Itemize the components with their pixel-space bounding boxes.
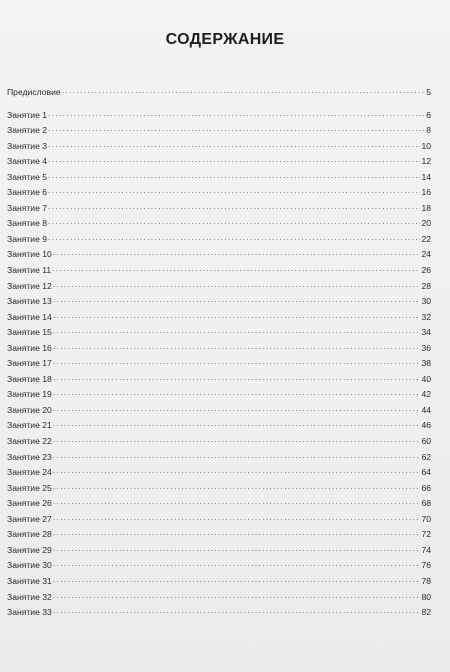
toc-entry	[7, 353, 431, 369]
toc-entry	[7, 259, 431, 275]
toc-entry-page-number: 18	[421, 202, 431, 213]
toc-entry-label: Занятие 15	[7, 327, 52, 338]
toc-dot-leader	[48, 233, 420, 244]
toc-dot-leader	[53, 559, 421, 570]
toc-dot-leader	[62, 86, 426, 97]
toc-entry	[7, 555, 431, 571]
toc-dot-leader	[53, 311, 421, 322]
toc-entry	[7, 213, 431, 229]
toc-entry-page-number: 24	[421, 249, 431, 260]
toc-entry-label: Занятие 3	[7, 140, 48, 151]
toc-entry-page-number: 38	[421, 358, 431, 369]
toc-entry	[7, 151, 431, 167]
toc-entry	[7, 337, 431, 353]
table-of-contents	[7, 82, 431, 617]
toc-dot-leader	[48, 171, 420, 182]
toc-entry-label: Занятие 24	[7, 467, 52, 478]
toc-entry	[7, 120, 431, 136]
toc-entry-page-number: 8	[426, 125, 431, 136]
toc-entry-label: Занятие 11	[7, 265, 52, 276]
toc-entry-label: Занятие 31	[7, 575, 52, 586]
toc-dot-leader	[48, 140, 420, 151]
toc-entry	[7, 228, 431, 244]
toc-dot-leader	[53, 575, 421, 586]
toc-entry-page-number: 70	[421, 513, 431, 524]
toc-entry	[7, 368, 431, 384]
toc-entry	[7, 430, 431, 446]
toc-dot-leader	[48, 124, 425, 135]
toc-dot-leader	[53, 497, 421, 508]
toc-entry-label: Занятие 32	[7, 591, 52, 602]
toc-entry	[7, 415, 431, 431]
toc-entry	[7, 477, 431, 493]
toc-entry-label: Предисловие	[7, 87, 61, 97]
toc-entry	[7, 244, 431, 260]
toc-entry	[7, 462, 431, 478]
toc-dot-leader	[48, 217, 420, 228]
toc-dot-leader	[53, 544, 421, 555]
toc-entry-page-number: 5	[426, 87, 431, 97]
toc-dot-leader	[53, 295, 421, 306]
toc-entry-label: Занятие 22	[7, 436, 52, 447]
toc-dot-leader	[53, 528, 421, 539]
toc-dot-leader	[53, 513, 421, 524]
toc-entry	[7, 197, 431, 213]
toc-dot-leader	[53, 482, 421, 493]
toc-entry	[7, 166, 431, 182]
toc-entry-label: Занятие 30	[7, 560, 52, 571]
toc-dot-leader	[53, 280, 421, 291]
toc-dot-leader	[53, 388, 421, 399]
toc-entry-page-number: 22	[421, 233, 431, 244]
toc-entry-page-number: 32	[421, 311, 431, 322]
toc-entry-page-number: 64	[421, 467, 431, 478]
toc-entry	[7, 493, 431, 509]
toc-entry-label: Занятие 7	[7, 202, 48, 213]
toc-entry-label: Занятие 16	[7, 342, 52, 353]
toc-entry-label: Занятие 23	[7, 451, 52, 462]
toc-entry-page-number: 16	[421, 187, 431, 198]
toc-entry-label: Занятие 19	[7, 389, 52, 400]
toc-entry	[7, 182, 431, 198]
toc-dot-leader	[48, 109, 425, 120]
toc-entry-page-number: 14	[421, 171, 431, 182]
toc-entry-page-number: 78	[421, 575, 431, 586]
toc-entry-label: Занятие 28	[7, 529, 52, 540]
toc-entry	[7, 602, 431, 618]
toc-dot-leader	[52, 264, 420, 275]
toc-dot-leader	[53, 419, 421, 430]
toc-entry-page-number: 44	[421, 404, 431, 415]
toc-entry	[7, 322, 431, 338]
toc-entry-label: Занятие 27	[7, 513, 52, 524]
toc-entry	[7, 586, 431, 602]
toc-entry-label: Занятие 33	[7, 607, 52, 618]
toc-entry-label: Занятие 29	[7, 544, 52, 555]
toc-dot-leader	[53, 466, 421, 477]
page-title: СОДЕРЖАНИЕ	[165, 31, 285, 48]
toc-dot-leader	[48, 186, 420, 197]
toc-dot-leader	[53, 248, 421, 259]
toc-entry-page-number: 82	[421, 607, 431, 618]
toc-entry-label: Занятие 10	[7, 249, 52, 260]
toc-entry	[7, 570, 431, 586]
toc-entry-page-number: 6	[426, 109, 431, 120]
toc-entry-label: Занятие 26	[7, 498, 52, 509]
toc-entry-page-number: 10	[421, 140, 431, 151]
toc-entry-label: Занятие 25	[7, 482, 52, 493]
toc-entry-page-number: 12	[421, 156, 431, 167]
toc-entry-page-number: 68	[421, 498, 431, 509]
toc-entry	[7, 446, 431, 462]
toc-entry-label: Занятие 5	[7, 171, 48, 182]
toc-entry-page-number: 76	[421, 560, 431, 571]
toc-entry-label: Занятие 4	[7, 156, 48, 167]
toc-entry-page-number: 36	[421, 342, 431, 353]
toc-entry	[7, 135, 431, 151]
toc-entry-page-number: 20	[421, 218, 431, 229]
toc-entry-label: Занятие 20	[7, 404, 52, 415]
toc-entry	[7, 275, 431, 291]
toc-entry-page-number: 62	[421, 451, 431, 462]
toc-entry-label: Занятие 2	[7, 125, 48, 136]
toc-entry-page-number: 28	[421, 280, 431, 291]
toc-entry-label: Занятие 14	[7, 311, 52, 322]
toc-entry-preface	[7, 82, 431, 97]
toc-entry-page-number: 72	[421, 529, 431, 540]
toc-dot-leader	[53, 591, 421, 602]
toc-entry	[7, 104, 431, 120]
toc-entry-label: Занятие 18	[7, 373, 52, 384]
toc-entry-label: Занятие 21	[7, 420, 52, 431]
toc-entry-label: Занятие 1	[7, 109, 48, 120]
toc-dot-leader	[53, 357, 421, 368]
toc-dot-leader	[53, 435, 421, 446]
toc-entry-page-number: 74	[421, 544, 431, 555]
toc-entry	[7, 399, 431, 415]
toc-entry-page-number: 26	[421, 265, 431, 276]
toc-dot-leader	[48, 155, 420, 166]
toc-entry	[7, 508, 431, 524]
toc-dot-leader	[53, 342, 421, 353]
toc-entry-label: Занятие 9	[7, 233, 48, 244]
toc-entry-label: Занятие 13	[7, 296, 52, 307]
toc-entry-page-number: 30	[421, 296, 431, 307]
toc-dot-leader	[53, 373, 421, 384]
toc-entry-label: Занятие 6	[7, 187, 48, 198]
toc-entry-page-number: 66	[421, 482, 431, 493]
toc-entry-page-number: 60	[421, 436, 431, 447]
toc-dot-leader	[48, 202, 420, 213]
toc-entry-page-number: 40	[421, 373, 431, 384]
toc-entry-page-number: 42	[421, 389, 431, 400]
toc-entry	[7, 291, 431, 307]
toc-entry	[7, 306, 431, 322]
toc-entry	[7, 524, 431, 540]
toc-dot-leader	[53, 451, 421, 462]
toc-entry-label: Занятие 8	[7, 218, 48, 229]
toc-dot-leader	[53, 606, 421, 617]
toc-entry-label: Занятие 17	[7, 358, 52, 369]
toc-entry-page-number: 80	[421, 591, 431, 602]
toc-dot-leader	[53, 326, 421, 337]
toc-entry-page-number: 34	[421, 327, 431, 338]
toc-dot-leader	[53, 404, 421, 415]
toc-entry	[7, 539, 431, 555]
toc-entry-page-number: 46	[421, 420, 431, 431]
toc-entry-label: Занятие 12	[7, 280, 52, 291]
toc-entry	[7, 384, 431, 400]
